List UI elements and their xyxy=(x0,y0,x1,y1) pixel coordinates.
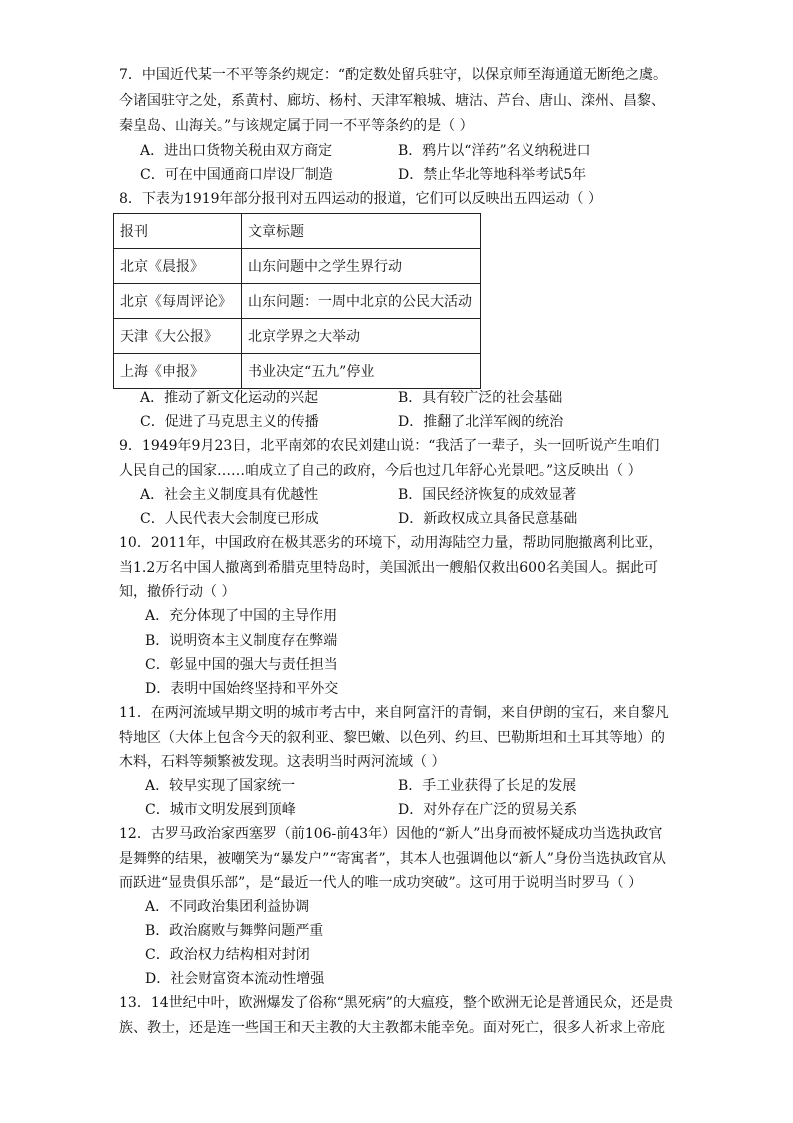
newspaper-table xyxy=(113,213,481,389)
table-cell: 书业决定“五九”停业 xyxy=(242,354,481,389)
q8-option-c: C．促进了马克思主义的传播 xyxy=(140,414,319,430)
q8-option-a: A．推动了新文化运动的兴起 xyxy=(140,390,319,406)
table-header-cell: 文章标题 xyxy=(242,214,481,249)
q10-stem-line-1: 10．2011年，中国政府在极其恶劣的环境下，动用海陆空力量，帮助同胞撤离利比亚， xyxy=(119,535,663,551)
q7-stem-line-1: 7．中国近代某一不平等条约规定：“酌定数处留兵驻守，以保京师至海通道无断绝之虞。 xyxy=(119,67,668,83)
q11-stem-line-1: 11．在两河流域早期文明的城市考古中，来自阿富汗的青铜，来自伊朗的宝石，来自黎凡 xyxy=(119,705,669,721)
table-cell: 山东问题中之学生界行动 xyxy=(242,249,481,284)
q11-option-b: B．手工业获得了长足的发展 xyxy=(398,778,577,794)
q9-stem-line-1: 9．1949年9月23日，北平南郊的农民刘建山说：“我活了一辈子，头一回听说产生咱们 xyxy=(119,438,660,454)
q11-stem-line-2: 特地区（大体上包含今天的叙利亚、黎巴嫩、以色列、约旦、巴勒斯坦和土耳其等地）的 xyxy=(119,730,665,746)
table-cell: 山东问题：一周中北京的公民大活动 xyxy=(242,284,481,319)
q10-option-d: D．表明中国始终坚持和平外交 xyxy=(145,681,339,697)
q11-option-c: C．城市文明发展到顶峰 xyxy=(145,802,296,818)
q9-stem-line-2: 人民自己的国家……咱成立了自己的政府，今后也过几年舒心光景吧。”这反映出（ ） xyxy=(119,463,642,479)
table-cell: 北京《晨报》 xyxy=(114,249,242,284)
q7-option-b: B．鸦片以“洋药”名义纳税进口 xyxy=(398,143,591,159)
q12-option-b: B．政治腐败与舞弊问题严重 xyxy=(145,923,324,939)
q9-option-d: D．新政权成立具备民意基础 xyxy=(398,511,578,527)
q10-option-c: C．彰显中国的强大与责任担当 xyxy=(145,657,338,673)
q11-stem-line-3: 木料，石料等频繁被发现。这表明当时两河流域（ ） xyxy=(119,754,446,770)
q10-stem-line-2: 当1.2万名中国人撤离到希腊克里特岛时，美国派出一艘船仅救出600名美国人。据此可 xyxy=(119,560,658,576)
q10-stem-line-3: 知，撤侨行动（ ） xyxy=(119,584,236,600)
table-row xyxy=(114,249,481,284)
q12-option-a: A．不同政治集团利益协调 xyxy=(145,899,310,915)
q12-stem-line-1: 12．古罗马政治家西塞罗（前106-前43年）因他的“新人”出身而被怀疑成功当选执政官 xyxy=(119,826,663,842)
q10-option-b: B．说明资本主义制度存在弊端 xyxy=(145,633,338,649)
table-cell: 北京学界之大举动 xyxy=(242,319,481,354)
q12-option-d: D．社会财富资本流动性增强 xyxy=(145,971,325,987)
q7-stem-line-2: 今诸国驻守之处，系黄村、廊坊、杨村、天津军粮城、塘沽、芦台、唐山、滦州、昌黎、 xyxy=(119,93,665,109)
q7-stem-line-3: 秦皇岛、山海关。”与该规定属于同一不平等条约的是（ ） xyxy=(119,118,474,134)
q12-option-c: C．政治权力结构相对封闭 xyxy=(145,947,310,963)
q12-stem-line-2: 是舞弊的结果，被嘲笑为“暴发户”“寄寓者”，其本人也强调他以“新人”身份当选执政官从 xyxy=(119,851,666,867)
q7-option-c: C．可在中国通商口岸设厂制造 xyxy=(140,167,333,183)
table-cell: 北京《每周评论》 xyxy=(114,284,242,319)
q13-stem-line-2: 族、教士，还是连一些国王和天主教的大主教都未能幸免。面对死亡，很多人祈求上帝庇 xyxy=(119,1020,665,1036)
q8-option-d: D．推翻了北洋军阀的统治 xyxy=(398,414,564,430)
q8-stem-line-1: 8．下表为1919年部分报刊对五四运动的报道，它们可以反映出五四运动（ ） xyxy=(119,191,602,207)
table-row xyxy=(114,319,481,354)
q10-option-a: A．充分体现了中国的主导作用 xyxy=(145,608,338,624)
table-row xyxy=(114,284,481,319)
q9-option-b: B．国民经济恢复的成效显著 xyxy=(398,487,577,503)
q8-option-b: B．具有较广泛的社会基础 xyxy=(398,390,563,406)
q11-option-a: A．较早实现了国家统一 xyxy=(145,778,296,794)
table-cell: 天津《大公报》 xyxy=(114,319,242,354)
q9-option-a: A．社会主义制度具有优越性 xyxy=(140,487,319,503)
q11-option-d: D．对外存在广泛的贸易关系 xyxy=(398,802,578,818)
q7-option-a: A．进出口货物关税由双方商定 xyxy=(140,143,333,159)
table-row xyxy=(114,354,481,389)
q12-stem-line-3: 而跃进“显贵俱乐部”，是“最近一代人的唯一成功突破”。这可用于说明当时罗马（ ） xyxy=(119,875,643,891)
table-header-cell: 报刊 xyxy=(114,214,242,249)
q7-option-d: D．禁止华北等地科举考试5年 xyxy=(398,167,587,183)
q13-stem-line-1: 13．14世纪中叶，欧洲爆发了俗称“黑死病”的大瘟疫，整个欧洲无论是普通民众，还是贵 xyxy=(119,995,673,1011)
q9-option-c: C．人民代表大会制度已形成 xyxy=(140,511,319,527)
table-cell: 上海《申报》 xyxy=(114,354,242,389)
table-header-row xyxy=(114,214,481,249)
